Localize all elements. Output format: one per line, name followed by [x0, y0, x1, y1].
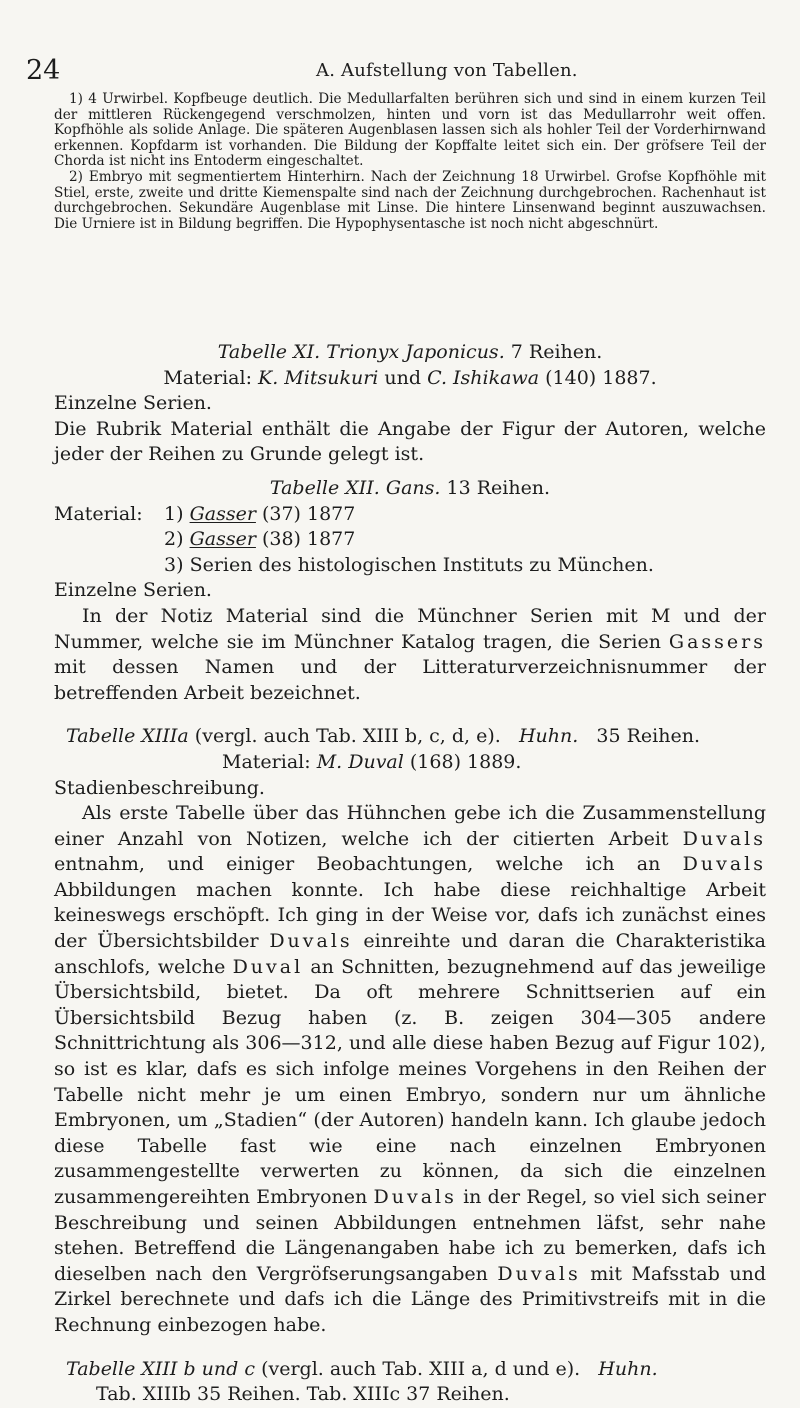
- table-xiiib-heading: Tabelle XIII b und c (vergl. auch Tab. XIII a, d und e). Huhn.: [66, 1357, 658, 1380]
- small-print-notes: [54, 92, 766, 232]
- table-xiiib-label: Tabelle XIII b: [66, 1357, 196, 1380]
- table-xi-series: Einzelne Serien.: [54, 392, 212, 415]
- author-ishikawa: C. Ishikawa: [427, 366, 540, 389]
- table-xii-rows: 13 Reihen.: [446, 476, 551, 499]
- table-xi-heading: [54, 340, 766, 366]
- table-xiiib-ref-note: (vergl. auch Tab. XIII a, d und e).: [261, 1357, 581, 1380]
- main-text: [54, 340, 766, 1408]
- material-item-1: 1) Gasser (37) 1877: [164, 502, 356, 525]
- table-xiiia-series: Stadienbeschreibung.: [54, 776, 265, 799]
- table-xiiib-species: Huhn.: [598, 1357, 658, 1380]
- table-xiiia-rows: 35 Reihen.: [596, 725, 701, 748]
- reference: (140) 1887.: [545, 366, 657, 389]
- material-item-3: 3) Serien des histologischen Instituts zu München.: [164, 553, 654, 576]
- table-xiiia-ref-note: (vergl. auch Tab. XIII b, c, d, e).: [194, 725, 501, 748]
- material-item-2: 2) Gasser (38) 1877: [164, 528, 356, 551]
- table-xi-material: [54, 366, 766, 392]
- table-xii-material: [54, 502, 766, 579]
- author-mitsukuri: K. Mitsukuri: [258, 366, 379, 389]
- gassers-name: Gassers: [668, 630, 766, 653]
- table-xii-series: Einzelne Serien.: [54, 579, 212, 602]
- author-gasser: Gasser: [189, 502, 256, 525]
- table-xiiib-rows: Tab. XIIIb 35 Reihen. Tab. XIIIc 37 Reihen.: [96, 1383, 510, 1406]
- page-number: 24: [26, 55, 61, 86]
- note-paragraph-1: 1) 4 Urwirbel. Kopfbeuge deutlich. Die Medullarfalten berühren sich und sind in einem kurzen Teil der mittleren Rückengegend verschmolzen, hinten und vorn ist das Medullarrohr weit offen. Kopfhöhle als solide Anlage. Die späteren Augenblasen lassen sich als hohler Teil der Vorderhirnwand erkennen. Kopfdarm ist vorhanden. Die Bildung der Kopffalte leitet sich ein. Der gröfsere Teil der Chorda ist nicht ins Entoderm eingeschaltet.: [54, 91, 766, 170]
- author-gasser: Gasser: [189, 528, 256, 551]
- table-xiiia-species: Huhn.: [518, 725, 579, 748]
- table-xii-species: Gans.: [385, 476, 441, 499]
- material-label: Material:: [163, 366, 252, 389]
- table-xii-text: In der Notiz Material sind die Münchner Serien mit M und der Nummer, welche sie im Münchner Katalog tragen, die Serien Gassers mit dessen Namen und der Litteraturverzeichnisnummer der betreffenden Arbeit bezeichnet.: [54, 604, 766, 704]
- table-xii-heading: [54, 476, 766, 502]
- table-xiiia-material: Material: M. Duval (168) 1889.: [222, 750, 522, 773]
- table-xi-label: Tabelle XI.: [217, 341, 321, 363]
- table-xi-text: Die Rubrik Material enthält die Angabe der Figur der Autoren, welche jeder der Reihen zu Grunde gelegt ist.: [54, 417, 766, 466]
- table-xiiia-text: Als erste Tabelle über das Hühnchen gebe ich die Zusammenstellung einer Anzahl von Notizen, welche ich der citierten Arbeit Duvals entnahm, und einiger Beobachtungen, welche ich an Duvals Abbildungen machen konnte. Ich habe diese reichhaltige Arbeit keineswegs erschöpft. Ich ging in der Weise vor, dafs ich zunächst eines der Übersichtsbilder Duvals einreihte und daran die Charakteristika anschlofs, welche Duval an Schnitten, bezugnehmend auf das jeweilige Übersichtsbild, bietet. Da oft mehrere Schnittserien auf ein Übersichtsbild Bezug haben (z. B. zeigen 304—305 andere Schnittrichtung als 306—312, und alle diese haben Bezug auf Figur 102), so ist es klar, dafs es sich infolge meines Vorgehens in den Reihen der Tabelle nicht mehr je um einen Embryo, sondern nur um ähnliche Embryonen, um „Stadien“ (der Autoren) handeln kann. Ich glaube jedoch diese Tabelle fast wie eine nach einzelnen Embryonen zusammengestellte verwerten zu können, da sich die einzelnen zusammengereihten Embryonen Duvals in der Regel, so viel sich seiner Beschreibung und seinen Abbildungen entnehmen läfst, sehr nahe stehen. Betreffend die Längenangaben habe ich zu bemerken, dafs ich dieselben nach den Vergröfserungsangaben Duvals mit Mafsstab und Zirkel berechnete und dafs ich die Länge des Primitivstreifs mit in die Rechnung einbezogen habe.: [54, 802, 767, 1336]
- table-xiiia-heading: [54, 724, 766, 750]
- note-paragraph-2: 2) Embryo mit segmentiertem Hinterhirn. Nach der Zeichnung 18 Urwirbel. Grofse Kopfhöhle mit Stiel, erste, zweite und dritte Kiemenspalte sind nach der Zeichnung durchgebrochen. Rachenhaut ist durchgebrochen. Sekundäre Augenblase mit Linse. Die hintere Linsenwand beginnt auszuwachsen. Die Urniere ist in Bildung begriffen. Die Hypophysentasche ist noch nicht abgeschnürt.: [54, 168, 766, 232]
- running-head: A. Aufstellung von Tabellen.: [316, 60, 578, 81]
- table-xi-rows: 7 Reihen.: [510, 341, 603, 363]
- table-xi-species: Trionyx Japonicus.: [326, 341, 505, 363]
- author-duval: M. Duval: [316, 750, 404, 773]
- table-xii-label: Tabelle XII.: [269, 476, 380, 499]
- page-header: [26, 56, 766, 86]
- und-word: und: [384, 366, 422, 389]
- material-label: Material:: [54, 502, 143, 525]
- table-xiiia-label: Tabelle XIIIa: [66, 725, 189, 748]
